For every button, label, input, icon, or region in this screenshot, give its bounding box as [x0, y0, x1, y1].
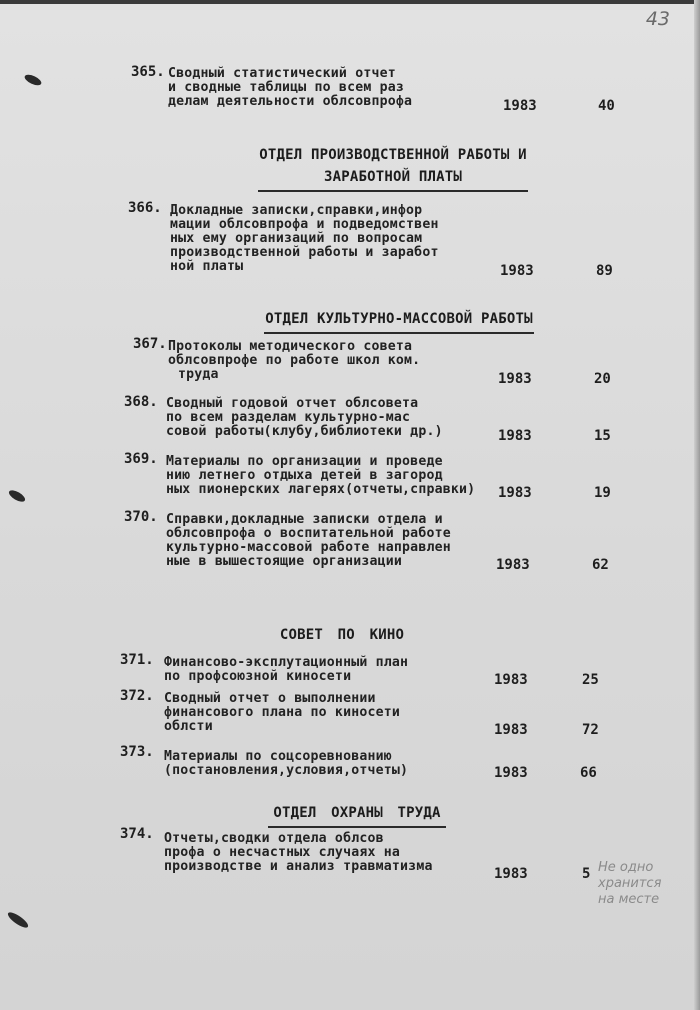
heading-underline [258, 190, 528, 192]
description-line: Материалы по соцсоревнованию [164, 749, 392, 764]
page-number: 43 [645, 8, 670, 30]
description-line: Сводный отчет о выполнении [164, 691, 376, 706]
entry-description [164, 656, 408, 684]
description-line: профа о несчастных случаях на [164, 845, 401, 860]
entry-description [164, 750, 408, 778]
section-heading-safety [268, 802, 446, 828]
entry-number: 370. [124, 509, 158, 525]
description-line: ной платы [170, 259, 244, 274]
description-line: Финансово-эксплутационный план [164, 655, 409, 670]
entry-number: 369. [124, 451, 158, 467]
entry-number: 371. [120, 652, 154, 668]
description-line: производственной работы и заработ [170, 245, 439, 260]
heading-line: ОТДЕЛ ОХРАНЫ ТРУДА [273, 805, 441, 821]
description-line: производстве и анализ травматизма [164, 859, 433, 874]
section-heading-production [258, 144, 528, 192]
heading-line: ОТДЕЛ КУЛЬТУРНО-МАССОВОЙ РАБОТЫ [265, 311, 533, 327]
heading-line: СОВЕТ ПО КИНО [279, 627, 405, 643]
description-line: Материалы по организации и проведе [166, 454, 443, 469]
description-line: труда [178, 367, 219, 382]
note-line: Не одно [598, 860, 654, 875]
description-line: ных ему организаций по вопросам [170, 231, 423, 246]
note-line: хранится [598, 876, 662, 891]
entry-description [166, 513, 451, 569]
binder-mark [6, 910, 30, 930]
entry-sheet-count: 62 [592, 557, 609, 573]
description-line: и сводные таблицы по всем раз [168, 80, 405, 95]
description-line: облсти [164, 719, 213, 734]
entry-year: 1983 [498, 371, 532, 387]
entry-number: 372. [120, 688, 154, 704]
entry-sheet-count: 89 [596, 263, 613, 279]
section-heading-culture [264, 308, 534, 334]
entry-sheet-count: 66 [580, 765, 597, 781]
description-line: финансового плана по киносети [164, 705, 401, 720]
entry-year: 1983 [494, 765, 528, 781]
heading-underline [268, 826, 446, 828]
entry-year: 1983 [498, 428, 532, 444]
entry-sheet-count: 20 [594, 371, 611, 387]
description-line: мации облсовпрофа и подведомствен [170, 217, 439, 232]
entry-description [170, 204, 439, 274]
entry-year: 1983 [503, 98, 537, 114]
section-heading-kino [262, 624, 422, 646]
page-right-edge [694, 0, 700, 1010]
entry-sheet-count: 25 [582, 672, 599, 688]
description-line: облсовпрофе по работе школ ком. [168, 353, 421, 368]
entry-year: 1983 [494, 866, 528, 882]
entry-number: 373. [120, 744, 154, 760]
entry-sheet-count: 40 [598, 98, 615, 114]
description-line: ных пионерских лагерях(отчеты,справки) [166, 482, 476, 497]
entry-year: 1983 [498, 485, 532, 501]
entry-sheet-count: 15 [594, 428, 611, 444]
binder-mark [7, 488, 27, 504]
entry-year: 1983 [500, 263, 534, 279]
entry-number: 368. [124, 394, 158, 410]
description-line: облсовпрофа о воспитательной работе [166, 526, 451, 541]
entry-sheet-count: 19 [594, 485, 611, 501]
description-line: (постановления,условия,отчеты) [164, 763, 409, 778]
entry-description [166, 397, 443, 439]
description-line: Протоколы методического совета [168, 339, 413, 354]
description-line: Справки,докладные записки отдела и [166, 512, 443, 527]
entry-number: 366. [128, 200, 162, 216]
entry-year: 1983 [496, 557, 530, 573]
entry-description [164, 832, 433, 874]
entry-year: 1983 [494, 672, 528, 688]
heading-line: ЗАРАБОТНОЙ ПЛАТЫ [323, 169, 463, 185]
description-line: Сводный статистический отчет [168, 66, 396, 81]
description-line: культурно-массовой работе направлен [166, 540, 451, 555]
handwritten-note [598, 860, 661, 908]
description-line: по профсоюзной киносети [164, 669, 352, 684]
note-line: на месте [598, 892, 660, 907]
page-top-edge [0, 0, 700, 4]
heading-line: ОТДЕЛ ПРОИЗВОДСТВЕННОЙ РАБОТЫ И [259, 147, 527, 163]
entry-description [168, 340, 420, 382]
entry-number: 367. [133, 336, 167, 352]
description-line: по всем разделам культурно-мас [166, 410, 411, 425]
entry-description [168, 67, 412, 109]
entry-description [166, 455, 475, 497]
description-line: делам деятельности облсовпрофа [168, 94, 413, 109]
entry-number: 365. [131, 64, 165, 80]
binder-mark [23, 73, 43, 88]
description-line: Сводный годовой отчет облсовета [166, 396, 419, 411]
description-line: совой работы(клубу,библиотеки др.) [166, 424, 443, 439]
heading-underline [264, 332, 534, 334]
description-line: нию летнего отдыха детей в загород [166, 468, 443, 483]
entry-number: 374. [120, 826, 154, 842]
entry-year: 1983 [494, 722, 528, 738]
description-line: Докладные записки,справки,инфор [170, 203, 423, 218]
entry-sheet-count: 5 [582, 866, 591, 882]
entry-sheet-count: 72 [582, 722, 599, 738]
description-line: ные в вышестоящие организации [166, 554, 403, 569]
description-line: Отчеты,сводки отдела облсов [164, 831, 384, 846]
entry-description [164, 692, 400, 734]
